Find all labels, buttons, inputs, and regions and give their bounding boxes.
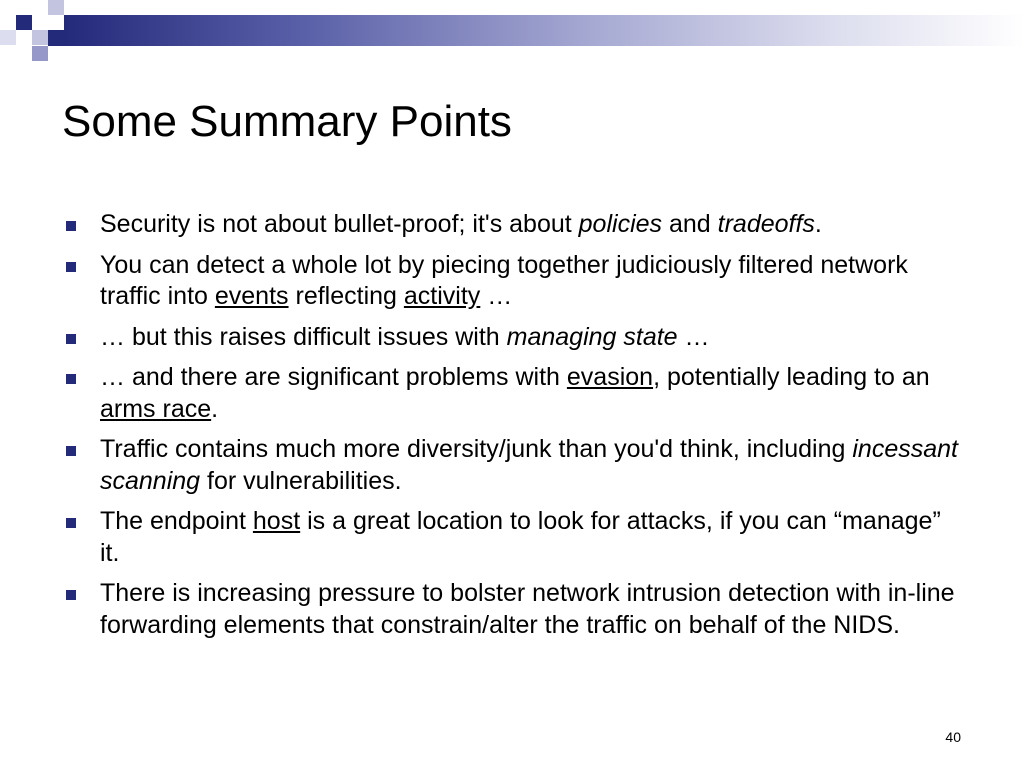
bullet-text: … and there are significant problems with [100,363,567,391]
square-bullet-icon [66,446,76,456]
emphasis-text: tradeoffs [717,210,815,238]
bullet-text: for vulnerabilities. [200,466,402,495]
bullet-text: is a great location to look for attacks, if you can “manage” it. [100,507,941,567]
square-bullet-icon [66,334,76,344]
bullet-text: Traffic contains much more diversity/junk than you'd think, including [100,435,853,463]
bullet-text: . [211,394,219,423]
square-bullet-icon [66,221,76,231]
emphasis-text: managing state [506,322,678,351]
bullet-text: , potentially leading to an [653,363,930,391]
decorative-square [0,30,16,45]
header-gradient-band [64,15,1024,46]
underlined-term: activity [403,282,481,310]
underlined-term: arms race [100,394,212,423]
bullet-text: There is increasing pressure to bolster network intrusion detection with in-line forwarding elements that constrain/alter the traffic on behalf of the NIDS. [100,579,955,639]
emphasis-text: incessant scanning [100,435,958,495]
decorative-square [48,0,64,15]
decorative-square [32,30,48,45]
decorative-square [48,30,64,46]
underlined-term: events [214,282,289,310]
bullet-text: Security is not about bullet-proof; it's about [100,210,579,238]
bullet-text: … [677,322,710,351]
underlined-term: evasion [566,363,654,391]
slide-title: Some Summary Points [62,97,512,146]
bullet-item [66,209,966,241]
bullet-text: … but this raises difficult issues with [100,322,507,351]
square-bullet-icon [66,262,76,272]
square-bullet-icon [66,518,76,528]
bullet-item [66,362,966,425]
square-bullet-icon [66,374,76,384]
bullet-item [66,578,966,641]
page-number: 40 [945,729,961,745]
emphasis-text: policies [578,210,663,238]
bullet-text: The endpoint [100,507,253,535]
bullet-text: and [662,210,718,238]
square-bullet-icon [66,590,76,600]
bullet-text: reflecting [288,282,404,310]
bullet-list [66,209,966,650]
bullet-text: You can detect a whole lot by piecing together judiciously filtered network traffic into [100,250,908,310]
bullet-item [66,250,966,313]
decorative-square [16,15,32,30]
bullet-text: … [480,282,513,310]
underlined-term: host [252,507,301,535]
bullet-item [66,434,966,497]
bullet-text: . [814,210,822,238]
bullet-item [66,506,966,569]
bullet-item [66,322,966,354]
decorative-square [32,46,48,61]
